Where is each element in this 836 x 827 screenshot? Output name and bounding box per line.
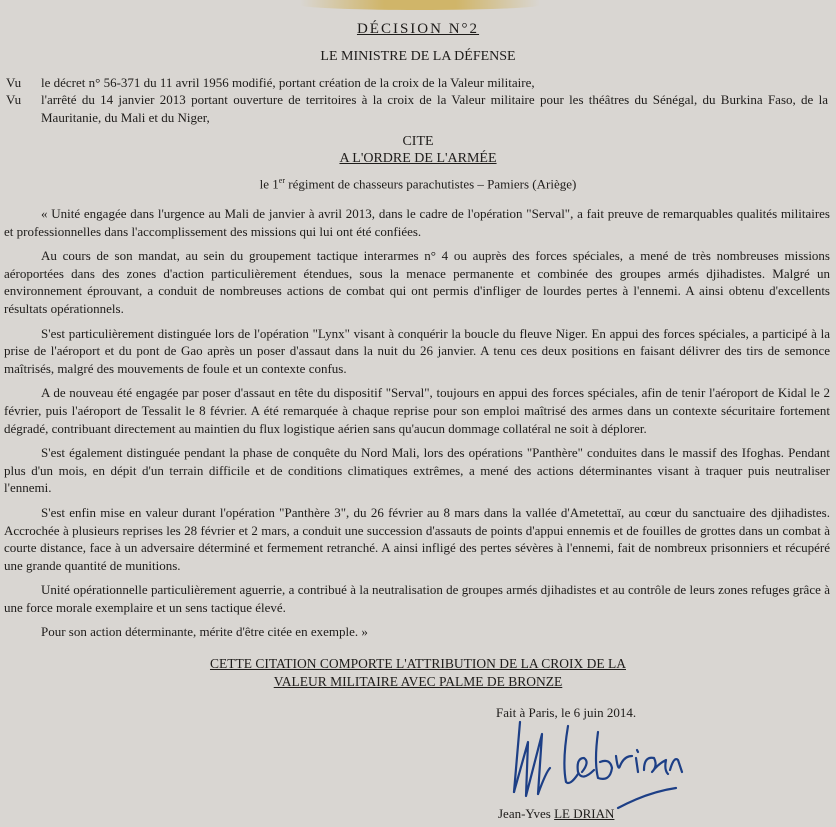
citation-body bbox=[4, 205, 830, 648]
consideration-text: l'arrêté du 14 janvier 2013 portant ouverture de territoires à la croix de la Valeur militaire pour les théâtres du Sénégal, du Burkina Faso, de la Mauritanie, du Mali et du Niger, bbox=[41, 92, 828, 125]
consideration-1 bbox=[6, 74, 828, 92]
citation-paragraph: S'est enfin mise en valeur durant l'opération "Panthère 3", du 26 février au 8 mars dans la vallée d'Ametettaï, au cœur du sanctuaire des djihadistes. Accrochée à plusieurs reprises les 28 février et 2 mars, a conduit une succession d'assauts de points d'appui ennemis et de fouilles de grottes dans un combat à courte distance, face à un adversaire déterminé et fermement retranché. A ainsi infligé des pertes sévères à l'ennemi, fait de nombreux prisonniers et récupéré une grande quantité de munitions. bbox=[4, 504, 830, 573]
unit-prefix: le 1 bbox=[259, 176, 279, 192]
citation-paragraph: A de nouveau été engagée par poser d'assaut en tête du dispositif "Serval", toujours en appui des forces spéciales, afin de tenir l'aéroport de Kidal le 2 février, puis l'aéroport de Tessalit le 8 février. A été remarquée à chaque reprise pour son emploi maîtrisé des armes dans un contexte sécuritaire fortement dégradé, contribuant directement au maintien du flux logistique aérien sans qu'aucun dommage collatéral ne soit à déplorer. bbox=[4, 385, 830, 436]
signer-name bbox=[498, 806, 614, 822]
gold-emblem-header bbox=[300, 0, 540, 10]
handwritten-signature bbox=[498, 712, 688, 812]
attribution-line-1: CETTE CITATION COMPORTE L'ATTRIBUTION DE LA CROIX DE LA bbox=[209, 656, 626, 671]
award-attribution bbox=[150, 655, 686, 691]
consideration-label: Vu bbox=[6, 75, 22, 90]
citation-paragraph: Au cours de son mandat, au sein du groupement tactique interarmes n° 4 ou auprès des forces spéciales, a mené de très nombreuses missions aéroportées dans des zones d'action particulièrement étendues, sous la menace permanente et combinée des groupes armés djihadistes. Malgré un environnement éprouvant, a conduit de nombreuses actions de combat qui ont permis d'infliger de lourdes pertes à l'ennemi. A ainsi obtenu d'excellents résultats opérationnels. bbox=[4, 248, 830, 316]
citation-paragraph: « Unité engagée dans l'urgence au Mali de janvier à avril 2013, dans le cadre de l'opération "Serval", a fait preuve de remarquables qualités militaires et professionnelles dans l'accomplissement des missions qui lui ont été confiées. bbox=[4, 206, 830, 239]
signer-first-name: Jean-Yves bbox=[498, 806, 555, 821]
signer-surname: LE DRIAN bbox=[554, 806, 615, 821]
citation-paragraph: S'est particulièrement distinguée lors de l'opération "Lynx" visant à conquérir la boucle du fleuve Niger. En appui des forces spéciales, a participé à la prise de l'aéroport et du pont de Gao après un poser d'assaut dans la nuit du 26 janvier. A tenu ces deux positions en faisant délivrer des tirs de semonce maîtrisés, malgré des mouvements de foule et un contexte confus. bbox=[4, 325, 830, 376]
order-heading: A L'ORDRE DE L'ARMÉE bbox=[339, 151, 497, 166]
citation-paragraph: Unité opérationnelle particulièrement aguerrie, a contribué à la neutralisation de groupes armés djihadistes et au contrôle de leurs zones refuges grâce à une force morale exemplaire et un sens tactique élevé. bbox=[4, 582, 830, 615]
consideration-text: le décret n° 56-371 du 11 avril 1956 modifié, portant création de la croix de la Valeur militaire, bbox=[41, 75, 535, 90]
place-and-date: Fait à Paris, le 6 juin 2014. bbox=[496, 705, 637, 720]
issuing-authority: LE MINISTRE DE LA DÉFENSE bbox=[320, 49, 516, 64]
unit-name bbox=[0, 176, 836, 192]
consideration-2 bbox=[6, 91, 828, 127]
consideration-label: Vu bbox=[6, 92, 22, 107]
cite-heading: CITE bbox=[402, 134, 434, 149]
citation-paragraph: Pour son action déterminante, mérite d'être citée en exemple. » bbox=[41, 624, 368, 640]
decision-title: DÉCISION N°2 bbox=[356, 21, 480, 37]
citation-paragraph: S'est également distinguée pendant la phase de conquête du Nord Mali, lors des opérations "Panthère" conduites dans le massif des Ifoghas. Pendant plus d'un mois, en dépit d'un terrain difficile et de conditions climatiques extrêmes, a mené des actions déterminantes visant à traquer puis neutraliser l'ennemi. bbox=[4, 445, 830, 496]
unit-ordinal: er bbox=[278, 176, 286, 185]
attribution-line-2: VALEUR MILITAIRE AVEC PALME DE BRONZE bbox=[273, 674, 563, 689]
unit-rest: régiment de chasseurs parachutistes – Pamiers (Ariège) bbox=[285, 176, 577, 192]
